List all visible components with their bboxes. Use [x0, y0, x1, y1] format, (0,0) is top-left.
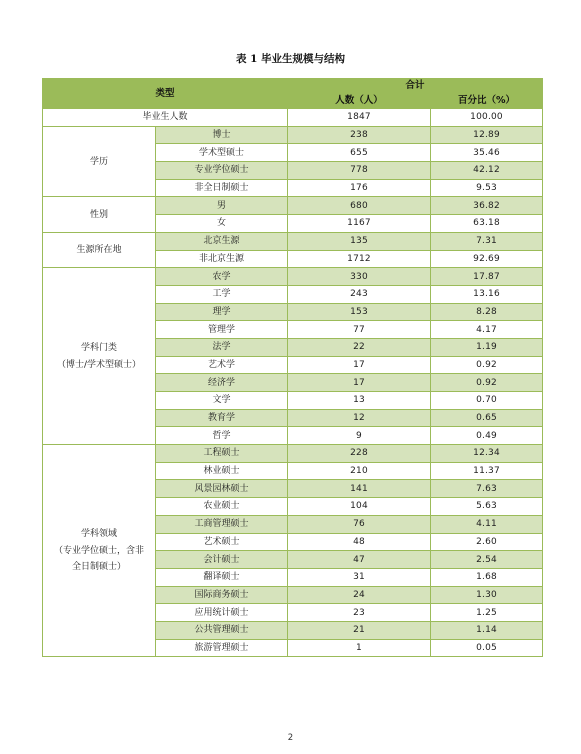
row-label: 男 — [156, 197, 288, 215]
row-percent: 36.82 — [431, 197, 543, 215]
row-percent: 1.30 — [431, 586, 543, 604]
row-percent: 13.16 — [431, 285, 543, 303]
row-count: 17 — [288, 374, 431, 392]
row-count: 12 — [288, 409, 431, 427]
row-count: 141 — [288, 480, 431, 498]
category-label-line: 学科门类 — [80, 342, 117, 353]
row-percent: 0.70 — [431, 392, 543, 410]
row-percent: 0.49 — [431, 427, 543, 445]
row-percent: 5.63 — [431, 498, 543, 516]
row-count: 210 — [288, 462, 431, 480]
row-count: 243 — [288, 285, 431, 303]
row-label: 工学 — [156, 285, 288, 303]
row-label: 林业硕士 — [156, 462, 288, 480]
row-percent: 11.37 — [431, 462, 543, 480]
header-percent: 百分比（%） — [431, 94, 543, 109]
category-cell: 学历 — [43, 126, 156, 197]
row-count: 17 — [288, 356, 431, 374]
row-percent: 0.05 — [431, 639, 543, 657]
table-row — [43, 232, 543, 250]
row-label: 会计硕士 — [156, 551, 288, 569]
row-label: 北京生源 — [156, 232, 288, 250]
row-percent: 63.18 — [431, 215, 543, 233]
row-label: 非全日制硕士 — [156, 179, 288, 197]
row-count: 31 — [288, 568, 431, 586]
row-label: 经济学 — [156, 374, 288, 392]
row-label: 翻译硕士 — [156, 568, 288, 586]
row-label: 文学 — [156, 392, 288, 410]
row-percent: 8.28 — [431, 303, 543, 321]
row-count: 778 — [288, 162, 431, 180]
row-percent: 7.31 — [431, 232, 543, 250]
row-percent: 4.17 — [431, 321, 543, 339]
row-label: 博士 — [156, 126, 288, 144]
row-count: 21 — [288, 621, 431, 639]
row-label: 教育学 — [156, 409, 288, 427]
row-label: 工商管理硕士 — [156, 515, 288, 533]
table-row — [43, 445, 543, 463]
category-cell: 生源所在地 — [43, 232, 156, 267]
row-count: 47 — [288, 551, 431, 569]
row-label: 国际商务硕士 — [156, 586, 288, 604]
category-label-line: （专业学位硕士，含非 — [53, 546, 144, 557]
row-percent: 9.53 — [431, 179, 543, 197]
row-count: 176 — [288, 179, 431, 197]
category-cell — [43, 268, 156, 445]
row-label: 哲学 — [156, 427, 288, 445]
row-percent: 1.68 — [431, 568, 543, 586]
row-label: 艺术学 — [156, 356, 288, 374]
row-label: 管理学 — [156, 321, 288, 339]
table-row — [43, 268, 543, 286]
row-percent: 1.25 — [431, 604, 543, 622]
row-count: 238 — [288, 126, 431, 144]
row-percent: 7.63 — [431, 480, 543, 498]
row-percent: 4.11 — [431, 515, 543, 533]
row-label: 农学 — [156, 268, 288, 286]
row-label: 艺术硕士 — [156, 533, 288, 551]
row-label: 风景园林硕士 — [156, 480, 288, 498]
row-label: 理学 — [156, 303, 288, 321]
row-label: 法学 — [156, 338, 288, 356]
graduate-structure-table — [42, 78, 543, 657]
table-row — [43, 197, 543, 215]
row-percent: 2.60 — [431, 533, 543, 551]
row-label: 学术型硕士 — [156, 144, 288, 162]
category-cell — [43, 445, 156, 657]
row-count: 330 — [288, 268, 431, 286]
total-label: 毕业生人数 — [43, 109, 288, 127]
table-row-total — [43, 109, 543, 127]
row-count: 228 — [288, 445, 431, 463]
row-count: 1 — [288, 639, 431, 657]
total-count: 1847 — [288, 109, 431, 127]
row-count: 48 — [288, 533, 431, 551]
header-total: 合计 — [288, 79, 543, 94]
row-percent: 2.54 — [431, 551, 543, 569]
row-label: 专业学位硕士 — [156, 162, 288, 180]
row-count: 22 — [288, 338, 431, 356]
row-count: 23 — [288, 604, 431, 622]
row-count: 24 — [288, 586, 431, 604]
row-count: 680 — [288, 197, 431, 215]
row-count: 9 — [288, 427, 431, 445]
row-label: 旅游管理硕士 — [156, 639, 288, 657]
total-percent: 100.00 — [431, 109, 543, 127]
row-percent: 92.69 — [431, 250, 543, 268]
row-count: 13 — [288, 392, 431, 410]
row-percent: 12.89 — [431, 126, 543, 144]
row-percent: 0.92 — [431, 356, 543, 374]
row-label: 公共管理硕士 — [156, 621, 288, 639]
row-percent: 0.92 — [431, 374, 543, 392]
row-percent: 17.87 — [431, 268, 543, 286]
row-label: 工程硕士 — [156, 445, 288, 463]
row-count: 655 — [288, 144, 431, 162]
row-percent: 42.12 — [431, 162, 543, 180]
row-count: 76 — [288, 515, 431, 533]
row-count: 104 — [288, 498, 431, 516]
table-title: 表 1 毕业生规模与结构 — [235, 53, 346, 65]
row-count: 1167 — [288, 215, 431, 233]
row-label: 非北京生源 — [156, 250, 288, 268]
row-count: 135 — [288, 232, 431, 250]
row-label: 应用统计硕士 — [156, 604, 288, 622]
header-type: 类型 — [43, 79, 288, 109]
row-percent: 1.14 — [431, 621, 543, 639]
category-label-line: 学科领域 — [80, 529, 117, 540]
row-label: 农业硕士 — [156, 498, 288, 516]
row-count: 77 — [288, 321, 431, 339]
row-count: 1712 — [288, 250, 431, 268]
page-number: 2 — [287, 733, 294, 743]
category-cell: 性别 — [43, 197, 156, 232]
table-row — [43, 126, 543, 144]
header-count: 人数（人） — [288, 94, 431, 109]
row-percent: 12.34 — [431, 445, 543, 463]
row-percent: 35.46 — [431, 144, 543, 162]
row-count: 153 — [288, 303, 431, 321]
category-label-line: 全日制硕士） — [71, 562, 126, 573]
row-label: 女 — [156, 215, 288, 233]
category-label-line: （博士/学术型硕士） — [56, 359, 142, 370]
row-percent: 1.19 — [431, 338, 543, 356]
row-percent: 0.65 — [431, 409, 543, 427]
